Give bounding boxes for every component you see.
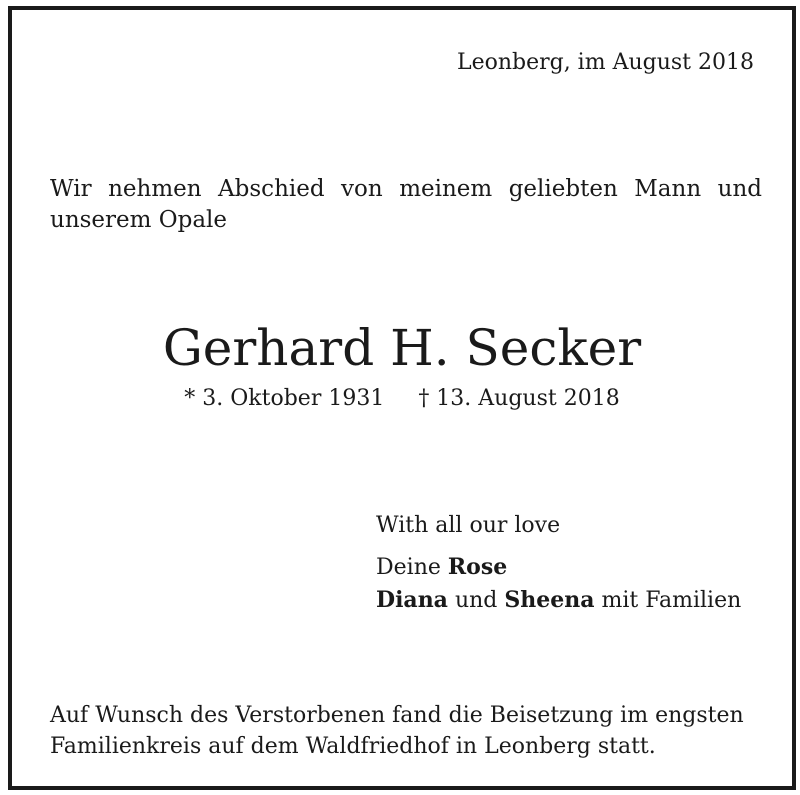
mourner-connector: und (447, 588, 505, 613)
mourners (376, 551, 741, 617)
mourner-line-1 (376, 551, 741, 584)
place-date: Leonberg, im August 2018 (456, 50, 754, 75)
mourner-prefix: Deine (376, 555, 448, 580)
intro-text: Wir nehmen Abschied von meinem geliebten Mann und unserem Opale (50, 176, 762, 233)
notice-frame (8, 6, 796, 790)
funeral-notice: Auf Wunsch des Verstorbenen fand die Beisetzung im engsten Familienkreis auf dem Waldfriedhof in Leonberg statt. (50, 703, 744, 759)
life-dates (12, 386, 792, 412)
mourner-name-diana: Diana (376, 587, 448, 613)
deceased-name: Gerhard H. Secker (162, 319, 642, 377)
death-date: † 13. August 2018 (418, 386, 620, 411)
signoff: With all our love (376, 513, 561, 538)
mourner-line-2 (376, 584, 741, 617)
mourner-name-sheena: Sheena (504, 587, 595, 613)
mourner-suffix: mit Familien (594, 588, 742, 613)
mourner-name-rose: Rose (447, 554, 508, 580)
birth-date: * 3. Oktober 1931 (184, 386, 385, 411)
